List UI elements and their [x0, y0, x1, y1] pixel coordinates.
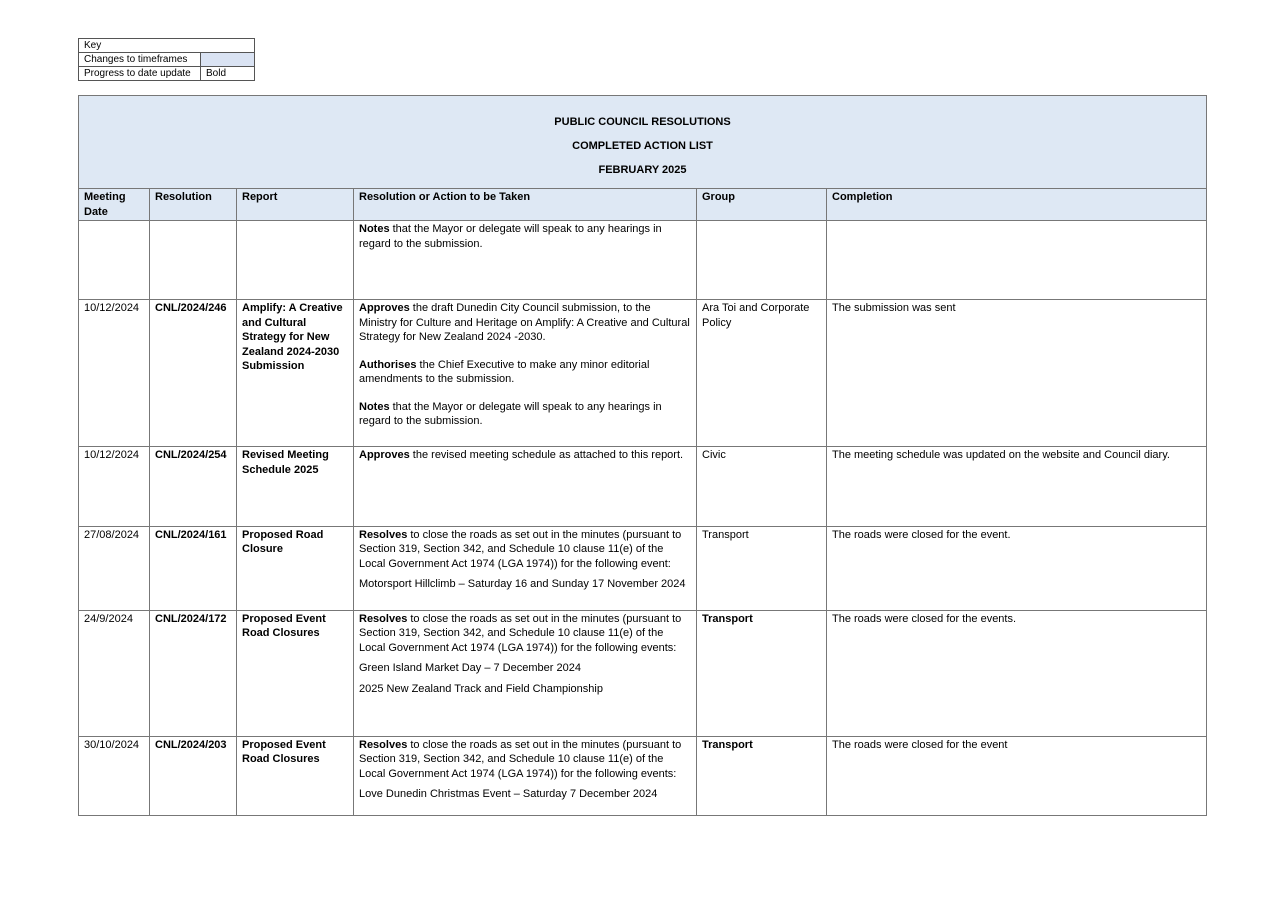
- header-resolution: Resolution: [150, 189, 237, 221]
- cell-date: 24/9/2024: [79, 610, 150, 736]
- action-paragraph: [359, 400, 691, 429]
- cell-completion: The submission was sent: [827, 300, 1207, 447]
- cell-resolution: CNL/2024/203: [150, 736, 237, 815]
- cell-group: Transport: [697, 526, 827, 610]
- action-verb: Resolves: [359, 738, 408, 751]
- cell-resolution: CNL/2024/172: [150, 610, 237, 736]
- cell-completion: [827, 221, 1207, 300]
- action-event: Motorsport Hillclimb – Saturday 16 and Sunday 17 November 2024: [359, 578, 686, 591]
- header-report: Report: [237, 189, 354, 221]
- table-row: [79, 221, 1207, 300]
- action-text: the revised meeting schedule as attached to this report.: [409, 449, 684, 462]
- banner-row: [79, 96, 1207, 189]
- table-row: [79, 736, 1207, 815]
- cell-date: 27/08/2024: [79, 526, 150, 610]
- action-text: that the Mayor or delegate will speak to any hearings in regard to the submission.: [359, 223, 662, 250]
- cell-completion: The roads were closed for the event.: [827, 526, 1207, 610]
- key-label-progress: Progress to date update: [79, 67, 201, 81]
- banner-title: PUBLIC COUNCIL RESOLUTIONS: [554, 116, 731, 128]
- action-paragraph: [359, 222, 691, 251]
- cell-report: [237, 221, 354, 300]
- cell-report: Proposed Event Road Closures: [237, 610, 354, 736]
- cell-completion: The meeting schedule was updated on the website and Council diary.: [827, 447, 1207, 526]
- action-paragraph: [359, 358, 691, 387]
- cell-report: Revised Meeting Schedule 2025: [237, 447, 354, 526]
- cell-action: [354, 447, 697, 526]
- key-table: [78, 38, 255, 81]
- action-text: the draft Dunedin City Council submission, to the Ministry for Culture and Heritage on Amplify: A Creative and Cultural Strategy for New Zealand 2024 -2030.: [359, 302, 690, 344]
- action-paragraph: [359, 612, 691, 656]
- table-row: [79, 526, 1207, 610]
- action-verb: Authorises: [359, 358, 417, 371]
- cell-resolution: CNL/2024/161: [150, 526, 237, 610]
- header-group: Group: [697, 189, 827, 221]
- banner-date: FEBRUARY 2025: [598, 164, 687, 176]
- key-value-bold: Bold: [201, 67, 255, 81]
- action-text: the Chief Executive to make any minor editorial amendments to the submission.: [359, 358, 650, 386]
- action-event: 2025 New Zealand Track and Field Championship: [359, 682, 603, 695]
- table-row: [79, 610, 1207, 736]
- cell-group: Ara Toi and Corporate Policy: [697, 300, 827, 447]
- header-meeting-date: Meeting Date: [79, 189, 150, 221]
- banner: [79, 96, 1207, 189]
- header-row: [79, 189, 1207, 221]
- action-list-table: [78, 95, 1207, 816]
- cell-action: [354, 610, 697, 736]
- header-completion: Completion: [827, 189, 1207, 221]
- action-event: Love Dunedin Christmas Event – Saturday 7 December 2024: [359, 788, 658, 801]
- action-paragraph: [359, 528, 691, 572]
- action-event: Green Island Market Day – 7 December 2024: [359, 662, 581, 675]
- header-action: Resolution or Action to be Taken: [354, 189, 697, 221]
- action-text: to close the roads as set out in the minutes (pursuant to Section 319, Section 342, and Schedule 10 clause 11(e) of the Local Government Act 1974 (LGA 1974)) for the following event:: [359, 528, 682, 570]
- action-paragraph: [359, 448, 691, 463]
- cell-action: [354, 221, 697, 300]
- cell-resolution: CNL/2024/254: [150, 447, 237, 526]
- cell-report: Proposed Event Road Closures: [237, 736, 354, 815]
- cell-date: 10/12/2024: [79, 447, 150, 526]
- key-label-timeframes: Changes to timeframes: [79, 53, 201, 67]
- key-title: Key: [79, 39, 255, 53]
- cell-completion: The roads were closed for the event: [827, 736, 1207, 815]
- action-verb: Notes: [359, 223, 390, 236]
- cell-resolution: CNL/2024/246: [150, 300, 237, 447]
- action-verb: Resolves: [359, 528, 408, 541]
- cell-date: 10/12/2024: [79, 300, 150, 447]
- cell-action: [354, 736, 697, 815]
- action-text: to close the roads as set out in the minutes (pursuant to Section 319, Section 342, and Schedule 10 clause 11(e) of the Local Government Act 1974 (LGA 1974)) for the following events:: [359, 612, 682, 654]
- cell-action: [354, 300, 697, 447]
- action-paragraph: [359, 301, 691, 345]
- key-swatch-timeframes: [201, 53, 255, 67]
- table-row: [79, 300, 1207, 447]
- cell-group: Civic: [697, 447, 827, 526]
- cell-date: [79, 221, 150, 300]
- cell-group: Transport: [697, 610, 827, 736]
- cell-group: [697, 221, 827, 300]
- table-row: [79, 447, 1207, 526]
- cell-group: Transport: [697, 736, 827, 815]
- cell-action: [354, 526, 697, 610]
- action-verb: Notes: [359, 400, 390, 413]
- cell-report: Proposed Road Closure: [237, 526, 354, 610]
- cell-report: Amplify: A Creative and Cultural Strategy for New Zealand 2024-2030 Submission: [237, 300, 354, 447]
- action-verb: Approves: [359, 449, 410, 462]
- action-text: that the Mayor or delegate will speak to any hearings in regard to the submission.: [359, 400, 662, 428]
- banner-subtitle: COMPLETED ACTION LIST: [572, 140, 713, 152]
- action-paragraph: [359, 738, 691, 782]
- action-text: to close the roads as set out in the minutes (pursuant to Section 319, Section 342, and Schedule 10 clause 11(e) of the Local Government Act 1974 (LGA 1974)) for the following events:: [359, 738, 682, 780]
- cell-date: 30/10/2024: [79, 736, 150, 815]
- cell-resolution: [150, 221, 237, 300]
- action-verb: Approves: [359, 302, 410, 315]
- action-verb: Resolves: [359, 612, 408, 625]
- cell-completion: The roads were closed for the events.: [827, 610, 1207, 736]
